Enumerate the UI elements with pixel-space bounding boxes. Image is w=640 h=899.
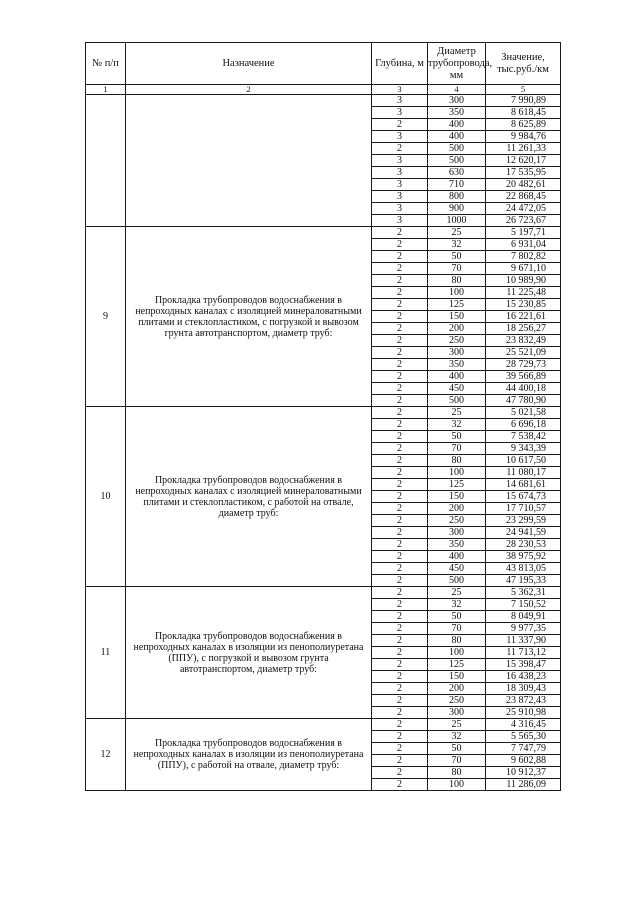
diameter-cell: 400 xyxy=(428,119,486,131)
value-cell: 8 618,45 xyxy=(486,107,561,119)
value-cell: 24 472,05 xyxy=(486,203,561,215)
value-cell: 11 080,17 xyxy=(486,467,561,479)
depth-cell: 2 xyxy=(372,707,428,719)
diameter-cell: 500 xyxy=(428,143,486,155)
value-cell: 11 713,12 xyxy=(486,647,561,659)
depth-cell: 2 xyxy=(372,407,428,419)
depth-cell: 2 xyxy=(372,311,428,323)
diameter-cell: 70 xyxy=(428,443,486,455)
depth-cell: 2 xyxy=(372,443,428,455)
item-number: 9 xyxy=(86,227,126,407)
depth-cell: 2 xyxy=(372,275,428,287)
diameter-cell: 100 xyxy=(428,779,486,791)
depth-cell: 3 xyxy=(372,215,428,227)
diameter-cell: 250 xyxy=(428,695,486,707)
value-cell: 15 674,73 xyxy=(486,491,561,503)
depth-cell: 2 xyxy=(372,287,428,299)
depth-cell: 2 xyxy=(372,419,428,431)
diameter-cell: 150 xyxy=(428,311,486,323)
diameter-cell: 80 xyxy=(428,767,486,779)
column-number: 2 xyxy=(126,85,372,95)
diameter-cell: 630 xyxy=(428,167,486,179)
item-number: 11 xyxy=(86,587,126,719)
value-cell: 9 984,76 xyxy=(486,131,561,143)
header-depth: Глубина, м xyxy=(372,43,428,85)
value-cell: 7 802,82 xyxy=(486,251,561,263)
depth-cell: 2 xyxy=(372,683,428,695)
price-table xyxy=(85,42,561,791)
diameter-cell: 32 xyxy=(428,419,486,431)
depth-cell: 2 xyxy=(372,695,428,707)
depth-cell: 3 xyxy=(372,95,428,107)
item-number: 12 xyxy=(86,719,126,791)
depth-cell: 2 xyxy=(372,539,428,551)
item-description: Прокладка трубопроводов водоснабжения в непроходных каналах с изоляцией минераловатными плитами и стеклопластиком, с работой на отвале, диаметр труб: xyxy=(126,407,372,587)
diameter-cell: 300 xyxy=(428,707,486,719)
value-cell: 28 230,53 xyxy=(486,539,561,551)
header-no: № п/п xyxy=(86,43,126,85)
depth-cell: 2 xyxy=(372,671,428,683)
diameter-cell: 80 xyxy=(428,455,486,467)
table-row xyxy=(86,407,561,419)
value-cell: 24 941,59 xyxy=(486,527,561,539)
depth-cell: 2 xyxy=(372,143,428,155)
value-cell: 28 729,73 xyxy=(486,359,561,371)
diameter-cell: 25 xyxy=(428,719,486,731)
depth-cell: 2 xyxy=(372,659,428,671)
value-cell: 23 299,59 xyxy=(486,515,561,527)
diameter-cell: 32 xyxy=(428,731,486,743)
value-cell: 47 195,33 xyxy=(486,575,561,587)
value-cell: 17 535,95 xyxy=(486,167,561,179)
value-cell: 18 256,27 xyxy=(486,323,561,335)
value-cell: 25 910,98 xyxy=(486,707,561,719)
value-cell: 4 316,45 xyxy=(486,719,561,731)
value-cell: 7 538,42 xyxy=(486,431,561,443)
value-cell: 6 931,04 xyxy=(486,239,561,251)
depth-cell: 2 xyxy=(372,719,428,731)
depth-cell: 2 xyxy=(372,779,428,791)
diameter-cell: 32 xyxy=(428,599,486,611)
depth-cell: 3 xyxy=(372,191,428,203)
value-cell: 26 723,67 xyxy=(486,215,561,227)
diameter-cell: 150 xyxy=(428,671,486,683)
value-cell: 15 230,85 xyxy=(486,299,561,311)
diameter-cell: 500 xyxy=(428,575,486,587)
value-cell: 9 343,39 xyxy=(486,443,561,455)
diameter-cell: 500 xyxy=(428,155,486,167)
depth-cell: 2 xyxy=(372,731,428,743)
depth-cell: 2 xyxy=(372,755,428,767)
diameter-cell: 200 xyxy=(428,683,486,695)
diameter-cell: 25 xyxy=(428,227,486,239)
header-diameter: Диаметр трубопровода, мм xyxy=(428,43,486,85)
diameter-cell: 50 xyxy=(428,611,486,623)
diameter-cell: 350 xyxy=(428,359,486,371)
depth-cell: 3 xyxy=(372,203,428,215)
value-cell: 7 150,52 xyxy=(486,599,561,611)
column-number: 5 xyxy=(486,85,561,95)
depth-cell: 2 xyxy=(372,611,428,623)
value-cell: 23 872,43 xyxy=(486,695,561,707)
value-cell: 11 337,90 xyxy=(486,635,561,647)
diameter-cell: 50 xyxy=(428,251,486,263)
diameter-cell: 125 xyxy=(428,299,486,311)
diameter-cell: 25 xyxy=(428,407,486,419)
item-number: 10 xyxy=(86,407,126,587)
header-value: Значение, тыс.руб./км xyxy=(486,43,561,85)
value-cell: 16 221,61 xyxy=(486,311,561,323)
diameter-cell: 350 xyxy=(428,107,486,119)
value-cell: 6 696,18 xyxy=(486,419,561,431)
diameter-cell: 350 xyxy=(428,539,486,551)
table-row xyxy=(86,95,561,107)
depth-cell: 2 xyxy=(372,491,428,503)
value-cell: 9 671,10 xyxy=(486,263,561,275)
diameter-cell: 200 xyxy=(428,503,486,515)
diameter-cell: 70 xyxy=(428,263,486,275)
diameter-cell: 125 xyxy=(428,659,486,671)
value-cell: 9 602,88 xyxy=(486,755,561,767)
diameter-cell: 710 xyxy=(428,179,486,191)
diameter-cell: 100 xyxy=(428,287,486,299)
depth-cell: 2 xyxy=(372,743,428,755)
depth-cell: 2 xyxy=(372,623,428,635)
value-cell: 39 566,89 xyxy=(486,371,561,383)
value-cell: 20 482,61 xyxy=(486,179,561,191)
depth-cell: 2 xyxy=(372,347,428,359)
diameter-cell: 100 xyxy=(428,467,486,479)
value-cell: 43 813,05 xyxy=(486,563,561,575)
diameter-cell: 400 xyxy=(428,131,486,143)
depth-cell: 2 xyxy=(372,527,428,539)
item-number xyxy=(86,95,126,227)
table-row xyxy=(86,587,561,599)
diameter-cell: 32 xyxy=(428,239,486,251)
value-cell: 10 989,90 xyxy=(486,275,561,287)
depth-cell: 2 xyxy=(372,503,428,515)
value-cell: 15 398,47 xyxy=(486,659,561,671)
diameter-cell: 80 xyxy=(428,635,486,647)
depth-cell: 2 xyxy=(372,467,428,479)
diameter-cell: 125 xyxy=(428,479,486,491)
depth-cell: 2 xyxy=(372,323,428,335)
value-cell: 8 049,91 xyxy=(486,611,561,623)
value-cell: 5 021,58 xyxy=(486,407,561,419)
header-name: Назначение xyxy=(126,43,372,85)
depth-cell: 3 xyxy=(372,179,428,191)
depth-cell: 2 xyxy=(372,119,428,131)
depth-cell: 2 xyxy=(372,563,428,575)
column-number: 3 xyxy=(372,85,428,95)
depth-cell: 2 xyxy=(372,551,428,563)
depth-cell: 2 xyxy=(372,395,428,407)
value-cell: 18 309,43 xyxy=(486,683,561,695)
diameter-cell: 450 xyxy=(428,383,486,395)
depth-cell: 2 xyxy=(372,431,428,443)
value-cell: 44 400,18 xyxy=(486,383,561,395)
value-cell: 7 747,79 xyxy=(486,743,561,755)
depth-cell: 2 xyxy=(372,371,428,383)
diameter-cell: 250 xyxy=(428,335,486,347)
diameter-cell: 400 xyxy=(428,551,486,563)
value-cell: 12 620,17 xyxy=(486,155,561,167)
value-cell: 8 625,89 xyxy=(486,119,561,131)
depth-cell: 2 xyxy=(372,299,428,311)
diameter-cell: 150 xyxy=(428,491,486,503)
value-cell: 17 710,57 xyxy=(486,503,561,515)
value-cell: 11 225,48 xyxy=(486,287,561,299)
table-row xyxy=(86,719,561,731)
diameter-cell: 900 xyxy=(428,203,486,215)
diameter-cell: 400 xyxy=(428,371,486,383)
depth-cell: 2 xyxy=(372,335,428,347)
depth-cell: 2 xyxy=(372,767,428,779)
diameter-cell: 50 xyxy=(428,743,486,755)
depth-cell: 3 xyxy=(372,131,428,143)
depth-cell: 2 xyxy=(372,599,428,611)
diameter-cell: 450 xyxy=(428,563,486,575)
diameter-cell: 70 xyxy=(428,623,486,635)
diameter-cell: 80 xyxy=(428,275,486,287)
value-cell: 5 362,31 xyxy=(486,587,561,599)
value-cell: 25 521,09 xyxy=(486,347,561,359)
depth-cell: 2 xyxy=(372,587,428,599)
depth-cell: 3 xyxy=(372,107,428,119)
column-number: 4 xyxy=(428,85,486,95)
item-description: Прокладка трубопроводов водоснабжения в непроходных каналах в изоляции из пенополиуретана (ППУ), с работой на отвале, диаметр труб: xyxy=(126,719,372,791)
diameter-cell: 1000 xyxy=(428,215,486,227)
value-cell: 38 975,92 xyxy=(486,551,561,563)
depth-cell: 2 xyxy=(372,515,428,527)
header-row xyxy=(86,43,561,85)
price-table-body xyxy=(86,95,561,791)
value-cell: 11 286,09 xyxy=(486,779,561,791)
diameter-cell: 300 xyxy=(428,347,486,359)
value-cell: 16 438,23 xyxy=(486,671,561,683)
depth-cell: 2 xyxy=(372,455,428,467)
diameter-cell: 800 xyxy=(428,191,486,203)
depth-cell: 2 xyxy=(372,251,428,263)
diameter-cell: 200 xyxy=(428,323,486,335)
depth-cell: 2 xyxy=(372,635,428,647)
item-description: Прокладка трубопроводов водоснабжения в непроходных каналах с изоляцией минераловатными плитами и стеклопластиком, с погрузкой и вывозом грунта автотранспортом, диаметр труб: xyxy=(126,227,372,407)
value-cell: 10 617,50 xyxy=(486,455,561,467)
diameter-cell: 25 xyxy=(428,587,486,599)
diameter-cell: 50 xyxy=(428,431,486,443)
depth-cell: 2 xyxy=(372,383,428,395)
depth-cell: 2 xyxy=(372,263,428,275)
diameter-cell: 250 xyxy=(428,515,486,527)
diameter-cell: 100 xyxy=(428,647,486,659)
depth-cell: 3 xyxy=(372,167,428,179)
depth-cell: 2 xyxy=(372,239,428,251)
value-cell: 23 832,49 xyxy=(486,335,561,347)
depth-cell: 3 xyxy=(372,155,428,167)
value-cell: 7 990,89 xyxy=(486,95,561,107)
table-row xyxy=(86,227,561,239)
value-cell: 5 565,30 xyxy=(486,731,561,743)
diameter-cell: 300 xyxy=(428,95,486,107)
column-number-row xyxy=(86,85,561,95)
price-table-page xyxy=(85,42,560,791)
item-description: Прокладка трубопроводов водоснабжения в непроходных каналах в изоляции из пенополиуретана (ППУ), с погрузкой и вывозом грунта автотранспортом, диаметр труб: xyxy=(126,587,372,719)
value-cell: 5 197,71 xyxy=(486,227,561,239)
diameter-cell: 300 xyxy=(428,527,486,539)
depth-cell: 2 xyxy=(372,227,428,239)
diameter-cell: 500 xyxy=(428,395,486,407)
depth-cell: 2 xyxy=(372,575,428,587)
depth-cell: 2 xyxy=(372,479,428,491)
value-cell: 9 977,35 xyxy=(486,623,561,635)
value-cell: 11 261,33 xyxy=(486,143,561,155)
column-number: 1 xyxy=(86,85,126,95)
depth-cell: 2 xyxy=(372,359,428,371)
value-cell: 14 681,61 xyxy=(486,479,561,491)
diameter-cell: 70 xyxy=(428,755,486,767)
item-description xyxy=(126,95,372,227)
value-cell: 47 780,90 xyxy=(486,395,561,407)
depth-cell: 2 xyxy=(372,647,428,659)
value-cell: 10 912,37 xyxy=(486,767,561,779)
value-cell: 22 868,45 xyxy=(486,191,561,203)
